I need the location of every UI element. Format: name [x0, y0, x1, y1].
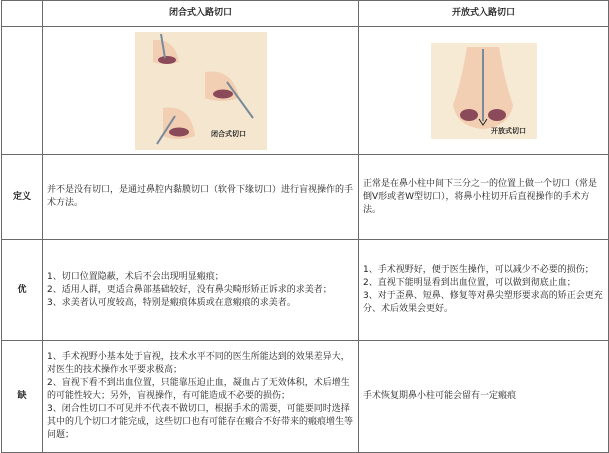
closed-illustration-caption: 闭合式切口 — [210, 129, 246, 138]
open-disadvantages-text: 手术恢复期鼻小柱可能会留有一定瘢痕 — [363, 391, 517, 401]
open-incision-title: 开放式入路切口 — [359, 1, 609, 27]
open-definition-cell — [359, 155, 609, 240]
closed-disadvantages-cell — [43, 341, 359, 453]
disadvantages-row — [2, 341, 609, 453]
closed-advantages-text: 1、切口位置隐蔽，术后不会出现明显瘢痕； 2、适用人群，更适合鼻部基础较好，没有鼻尖畸形矫正诉求的求美者； 3、求美者认可度较高，特别是瘢痕体质或在意瘢痕的求美者。 — [47, 271, 332, 308]
open-definition-text: 正常是在鼻小柱中间下三分之一的位置上做一个切口（常是倒V形或者W型切口），将鼻小柱切开后直视操作的手术方法。 — [363, 178, 598, 215]
disadvantages-label: 缺 — [2, 341, 43, 453]
closed-incision-title: 闭合式入路切口 — [43, 1, 359, 27]
header-row — [2, 1, 609, 27]
closed-advantages-cell — [43, 240, 359, 341]
illustration-row — [2, 27, 609, 155]
illustration-label-cell — [2, 27, 43, 155]
closed-illustration-cell — [43, 27, 359, 155]
closed-definition-cell — [43, 155, 359, 240]
definition-label: 定义 — [2, 155, 43, 240]
open-incision-illustration — [431, 43, 537, 139]
definition-row — [2, 155, 609, 240]
open-advantages-cell — [359, 240, 609, 341]
incision-comparison-table — [1, 0, 609, 453]
corner-cell — [2, 1, 43, 27]
advantages-row — [2, 240, 609, 341]
closed-incision-illustration — [135, 32, 267, 150]
open-illustration-caption: 开放式切口 — [490, 126, 526, 135]
closed-disadvantages-text: 1、手术视野小基本处于盲视，技术水平不同的医生所能达到的效果差异大，对医生的技术操作水平要求极高； 2、盲视下看不到出血位置，只能靠压迫止血，凝血占了无效体积，术后增生的可能性较大；另外，盲视操作，有可能造成不必要的损伤； 3、闭合性切口不可见并不代表不做切口，根据手术的需要，可能要同时选择其中的几个切口才能完成，这些切口也有可能存在瘢合不好带来的瘢痕增生等问题； — [47, 352, 354, 440]
open-disadvantages-cell — [359, 341, 609, 453]
advantages-label: 优 — [2, 240, 43, 341]
closed-definition-text: 并不是没有切口，是通过鼻腔内黏膜切口（软骨下缘切口）进行盲视操作的手术方法。 — [47, 185, 354, 208]
open-illustration-cell — [359, 27, 609, 155]
open-advantages-text: 1、手术视野好，便于医生操作，可以减少不必要的损伤； 2、直视下能明显看到出血位置，可以做到彻底止血； 3、对于歪鼻、短鼻、修复等对鼻尖塑形要求高的矫正会更充分、术后效果会更好。 — [363, 265, 603, 314]
